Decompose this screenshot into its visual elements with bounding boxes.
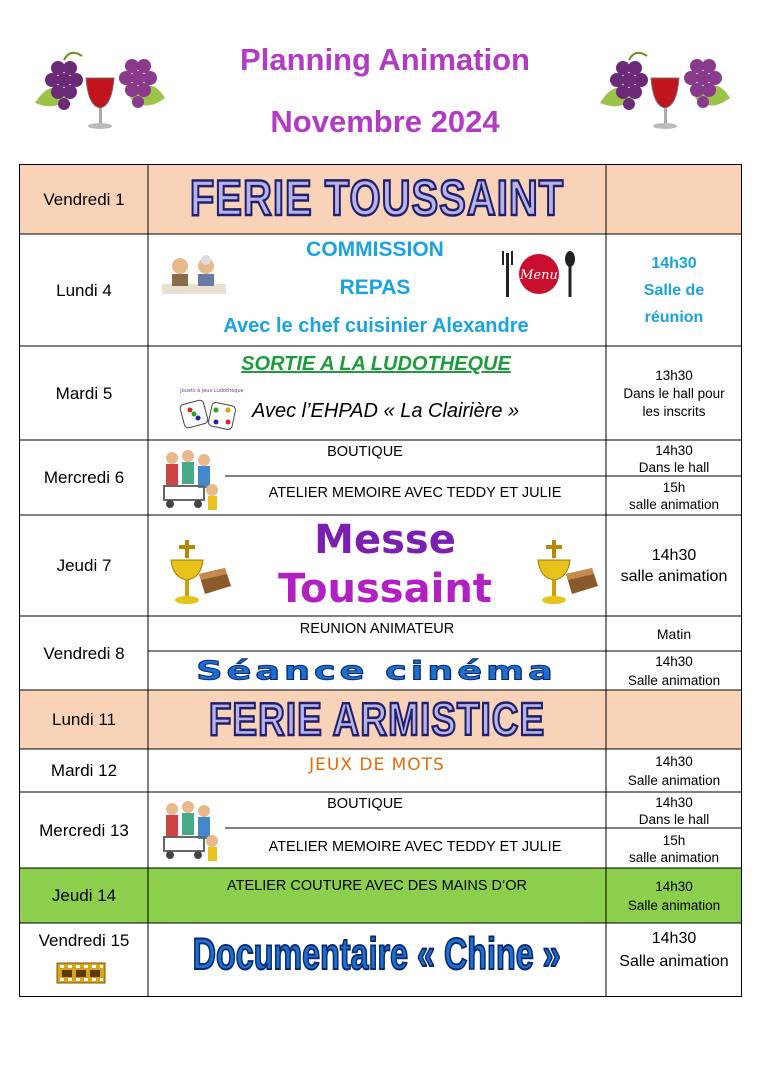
diners-icon [160,248,228,300]
messe-line1: Messe [314,517,456,563]
time-cell [607,750,741,792]
time-value: 15h [662,832,686,848]
time-value: 14h30 [655,754,693,769]
holiday-banner [149,691,605,749]
film-strip-icon [56,960,106,986]
day-cell: Jeudi 14 [51,886,117,905]
time-cell [607,347,741,440]
place-value: salle animation [628,497,720,512]
holiday-text: FERIE TOUSSAINT [189,171,565,227]
day-cell: Vendredi 1 [43,189,125,209]
commission-line2: REPAS [339,276,411,299]
time-value: 14h30 [655,654,693,669]
time-cell [607,924,741,976]
place-value: Dans le hall [638,459,710,475]
place-line1: Salle de [643,282,705,299]
holiday-banner [149,165,605,234]
day-cell: Mardi 12 [50,761,118,780]
day-cell: Lundi 11 [52,710,116,729]
holiday-text: FERIE ARMISTICE [208,693,546,745]
place-line2: réunion [644,309,704,326]
time-value: 14h30 [651,547,697,564]
menu-fork-spoon-icon [500,247,578,301]
time-value: 14h30 [655,794,693,810]
shopping-crowd-icon [160,797,222,863]
messe-line2: Toussaint [278,566,492,612]
time-value: 14h30 [655,442,693,458]
place-value: Salle animation [627,773,721,788]
place-value: Dans le hall [638,811,710,827]
event-boutique: BOUTIQUE [327,796,403,812]
time-value: 14h30 [655,879,693,894]
time-value: 14h30 [651,255,697,272]
day-cell: Mercredi 13 [39,820,129,840]
commission-line1: COMMISSION [306,238,444,261]
time-cell [607,235,741,346]
ludotheque-subtitle: Avec l’EHPAD « La Clairière » [252,399,520,422]
title-line-1: Planning Animation [240,42,530,77]
chalice-bread-icon [163,540,233,608]
time-cell [607,441,741,476]
day-cell: Mercredi 6 [43,468,125,487]
day-cell: Vendredi 8 [43,643,125,663]
dice-caption: Jouets à jeux Ludothèque [180,388,244,394]
title-line-2: Novembre 2024 [270,104,500,139]
ludotheque-event: SORTIE A LA LUDOTHEQUE [241,352,511,375]
time-cell [607,793,741,828]
time-value: Matin [656,625,692,642]
place-value: Salle animation [619,953,729,970]
day-cell: Lundi 4 [56,280,112,300]
time-cell [607,516,741,616]
event-atelier-memoire: ATELIER MEMOIRE AVEC TEDDY ET JULIE [268,485,562,501]
day-cell: Vendredi 15 [38,931,130,950]
place-line1: Dans le hall pour [623,385,725,401]
menu-badge-text: Menu [520,268,558,283]
day-cell: Jeudi 7 [56,556,112,575]
time-cell [607,652,741,690]
time-value: 15h [662,480,686,495]
event-atelier-memoire: ATELIER MEMOIRE AVEC TEDDY ET JULIE [268,839,562,855]
event-jeux-de-mots: JEUX DE MOTS [309,755,445,775]
place-value: salle animation [628,849,720,865]
shopping-crowd-icon [160,446,222,512]
dice-icon [176,384,248,436]
documentaire-text: Documentaire « Chine » [193,929,561,980]
place-value: Salle animation [627,673,721,688]
time-cell [607,477,741,515]
event-reunion-animateur: REUNION ANIMATEUR [299,621,455,637]
cinema-banner [150,654,604,688]
place-line2: les inscrits [642,403,706,419]
time-value: 14h30 [651,930,697,947]
event-boutique: BOUTIQUE [327,444,403,460]
event-atelier-couture: ATELIER COUTURE AVEC DES MAINS D’OR [227,878,527,894]
chalice-bread-icon [530,540,600,608]
time-cell [607,829,741,868]
documentaire-banner [150,930,604,980]
day-cell: Mardi 5 [55,383,113,403]
commission-line3: Avec le chef cuisinier Alexandre [223,314,529,337]
cinema-text: Séance cinéma [196,656,558,686]
time-value: 13h30 [655,367,693,383]
time-cell [607,869,741,923]
place-value: salle animation [620,568,728,585]
place-value: Salle animation [627,898,721,913]
